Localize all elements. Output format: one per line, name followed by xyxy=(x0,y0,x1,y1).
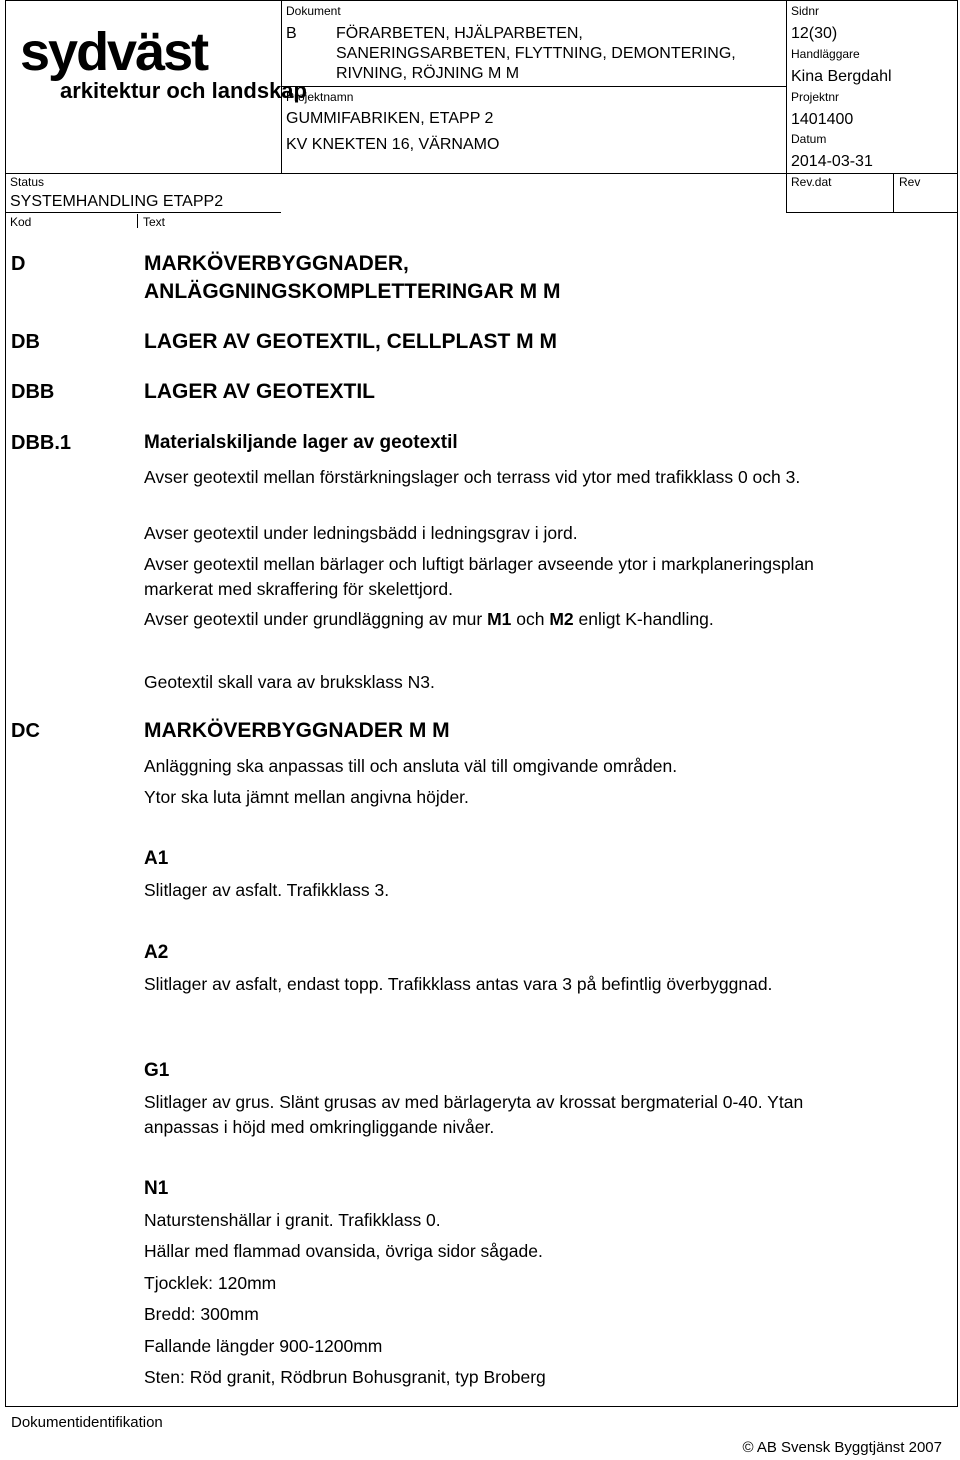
document-code: B xyxy=(286,25,297,42)
n1-line-4: Bredd: 300mm xyxy=(144,1304,259,1324)
dc-paragraph-2: Ytor ska luta jämnt mellan angivna höjder. xyxy=(144,787,469,807)
dbb1-paragraph-1: Avser geotextil mellan förstärkningslager och terrass vid ytor med trafikklass 0 och 3. xyxy=(144,467,801,487)
dbb1-paragraph-3: Avser geotextil mellan bärlager och luftigt bärlager avseende ytor i markplaneringsplan markerat med skraffering för skelettjord. xyxy=(144,554,814,599)
item-title-g1: G1 xyxy=(144,1060,170,1081)
copyright-text: AB Svensk Byggtjänst 2007 xyxy=(756,1439,942,1456)
wall-code-m2: M2 xyxy=(549,609,574,629)
header-rule-bottom xyxy=(5,212,281,213)
header-rule-bottom-right xyxy=(786,212,957,213)
project-name-line-1: GUMMIFABRIKEN, ETAPP 2 xyxy=(286,110,494,127)
item-title-a2: A2 xyxy=(144,942,169,963)
section-code-dbb: DBB xyxy=(11,381,55,403)
dbb1-paragraph-4-text-c: enligt K-handling. xyxy=(573,609,714,629)
document-date: 2014-03-31 xyxy=(791,153,873,170)
section-title-dbb1: Materialskiljande lager av geotextil xyxy=(144,432,458,453)
project-number: 1401400 xyxy=(791,111,854,128)
section-title-dbb: LAGER AV GEOTEXTIL xyxy=(144,380,376,403)
handler-name: Kina Bergdahl xyxy=(791,68,892,85)
item-text-a1: Slitlager av asfalt. Trafikklass 3. xyxy=(144,880,390,900)
copyright-notice xyxy=(742,1439,942,1457)
section-code-d: D xyxy=(11,253,26,275)
status-value: SYSTEMHANDLING ETAPP2 xyxy=(10,193,224,210)
n1-line-3: Tjocklek: 120mm xyxy=(144,1273,277,1293)
project-number-label: Projektnr xyxy=(791,90,840,104)
text-column-label: Text xyxy=(143,215,166,229)
n1-line-1: Naturstenshällar i granit. Trafikklass 0. xyxy=(144,1210,441,1230)
document-title-line-2: SANERINGSARBETEN, FLYTTNING, DEMONTERING, xyxy=(336,45,736,62)
page-number-label: Sidnr xyxy=(791,4,820,18)
header-divider-right xyxy=(786,0,787,212)
section-code-db: DB xyxy=(11,331,40,353)
dc-paragraph-1: Anläggning ska anpassas till och ansluta väl till omgivande områden. xyxy=(144,756,678,776)
document-title-line-1: FÖRARBETEN, HJÄLPARBETEN, xyxy=(336,25,583,42)
dbb1-paragraph-5: Geotextil skall vara av bruksklass N3. xyxy=(144,672,435,692)
header-divider-rev xyxy=(893,173,894,212)
dbb1-paragraph-2: Avser geotextil under ledningsbädd i ledningsgrav i jord. xyxy=(144,523,578,543)
header-rule-project xyxy=(281,86,786,87)
section-title-d-line-1: MARKÖVERBYGGNADER, xyxy=(144,252,409,275)
document-identification-label: Dokumentidentifikation xyxy=(11,1414,163,1431)
document-label: Dokument xyxy=(286,4,341,18)
revision-label: Rev xyxy=(899,175,921,189)
date-label: Datum xyxy=(791,132,827,146)
section-title-db: LAGER AV GEOTEXTIL, CELLPLAST M M xyxy=(144,330,557,353)
document-page xyxy=(5,0,958,1456)
project-name-line-2: KV KNEKTEN 16, VÄRNAMO xyxy=(286,136,500,153)
section-code-dbb1: DBB.1 xyxy=(11,432,72,454)
page-number: 12(30) xyxy=(791,25,838,42)
item-text-a2: Slitlager av asfalt, endast topp. Trafikklass antas vara 3 på befintlig överbyggnad. xyxy=(144,974,773,994)
logo-tagline: arkitektur och landskap xyxy=(60,78,307,103)
project-name-label: Projektnamn xyxy=(286,90,354,104)
item-text-g1: Slitlager av grus. Slänt grusas av med bärlageryta av krossat bergmaterial 0-40. Ytan anpassas i höjd med omkringliggande nivåer. xyxy=(144,1092,804,1137)
n1-line-6: Sten: Röd granit, Rödbrun Bohusgranit, typ Broberg xyxy=(144,1367,546,1387)
logo-wordmark: sydväst xyxy=(20,22,208,82)
copyright-icon: © xyxy=(742,1439,754,1456)
n1-line-5: Fallande längder 900-1200mm xyxy=(144,1336,383,1356)
n1-line-2: Hällar med flammad ovansida, övriga sidor sågade. xyxy=(144,1241,543,1261)
wall-code-m1: M1 xyxy=(487,609,512,629)
dbb1-paragraph-4-text-a: Avser geotextil under grundläggning av mur xyxy=(144,609,488,629)
handler-label: Handläggare xyxy=(791,47,860,61)
section-title-d-line-2: ANLÄGGNINGSKOMPLETTERINGAR M M xyxy=(144,280,561,303)
item-title-a1: A1 xyxy=(144,848,169,869)
code-text-divider xyxy=(137,214,138,228)
code-column-label: Kod xyxy=(10,215,32,229)
dbb1-paragraph-4 xyxy=(144,607,864,632)
revision-date-label: Rev.dat xyxy=(791,175,832,189)
status-label: Status xyxy=(10,175,45,189)
header-rule-status xyxy=(5,173,957,174)
dbb1-paragraph-4-text-b: och xyxy=(511,609,550,629)
item-title-n1: N1 xyxy=(144,1178,169,1199)
section-code-dc: DC xyxy=(11,720,40,742)
document-title-line-3: RIVNING, RÖJNING M M xyxy=(336,65,520,82)
section-title-dc: MARKÖVERBYGGNADER M M xyxy=(144,719,450,742)
